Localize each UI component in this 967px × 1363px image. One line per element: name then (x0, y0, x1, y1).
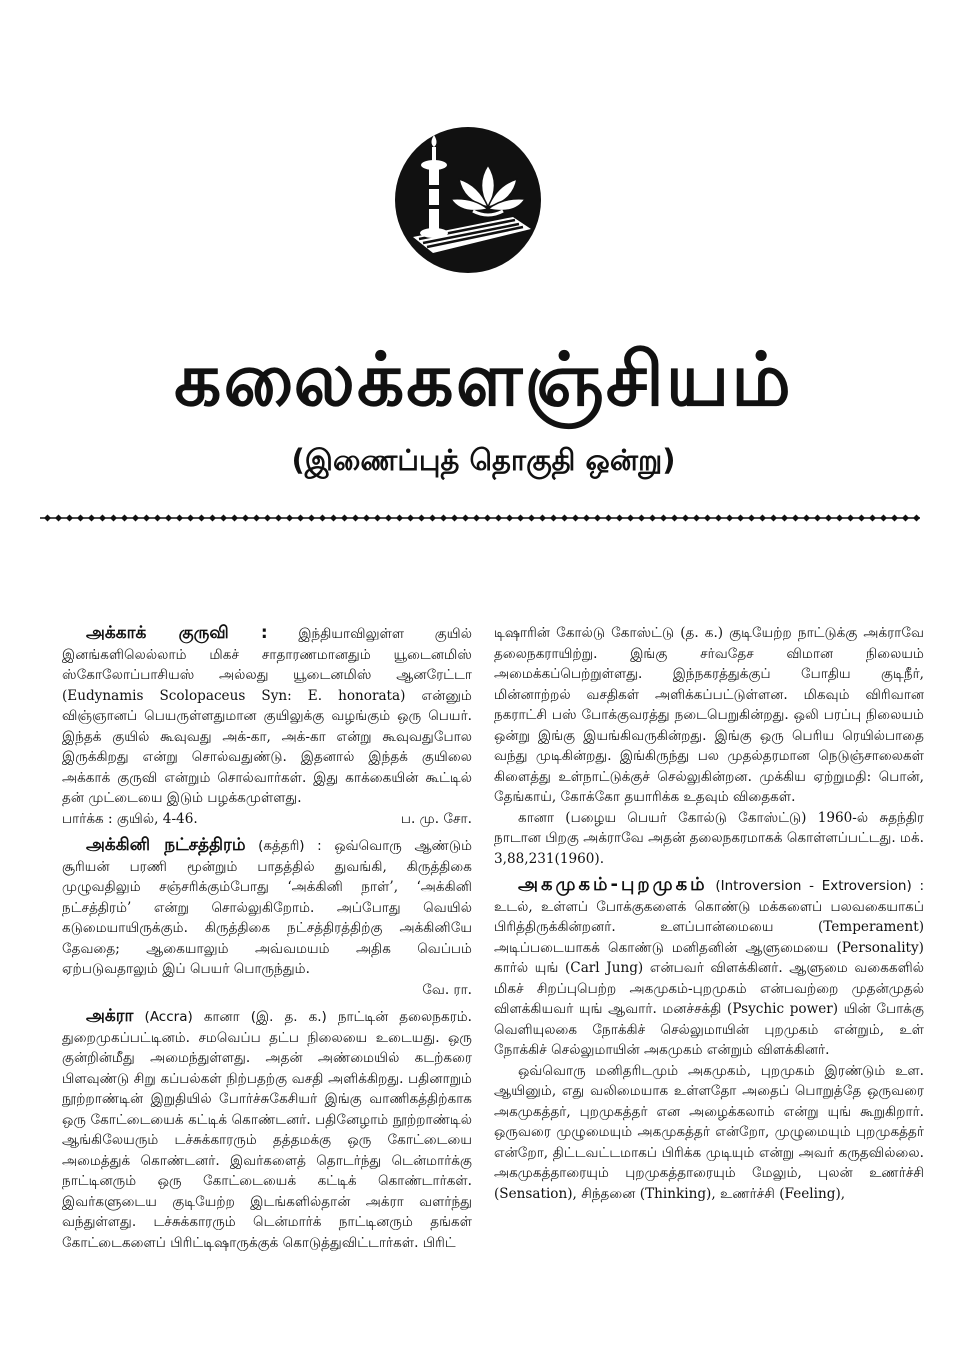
entry-meta: (Accra) கானா (இ. த. க.) நாட்டின் (144, 1009, 389, 1025)
entry-text: இந்தியாவிலுள்ள குயில் இனங்களிலெல்லாம் மிகச் சாதாரணமானதும் யூடைனமிஸ் ஸ்கோலோப்பாசியஸ் அல்லது யூடைனமிஸ் ஆனரேட்டா (Eudynamis Scolopaceus Syn: E. honorata) என்னும் விஞ்ஞானப் பெயருள்ளதுமான குயிலுக்கு வழங்கும் ஒரு பெயர். இந்தக் குயில் கூவுவது அக்-கா, அக்-கா என்று கூவுவதுபோல இருக்கிறது என்று சொல்வதுண்டு. இதனால் இந்தக் குயிலை அக்காக் குருவி என்றும் சொல்வார்கள். இது காக்கையின் கூட்டில் தன் முட்டையை இடும் பழக்கமுள்ளது. (62, 626, 472, 806)
entry-heading: அகமுகம்-புறமுகம் (518, 874, 708, 895)
entry-signature: ப. மு. சோ. (400, 810, 472, 827)
page-title: கலைக்களஞ்சியம் (174, 337, 793, 423)
entry-signature: வே. ரா. (422, 981, 472, 998)
entry-heading: அக்கினி நட்சத்திரம் (86, 835, 246, 855)
entry-meta: (Introversion - Extroversion) : (715, 878, 924, 894)
left-column (62, 623, 472, 1259)
entry-text: உடல், உள்ளப் போக்குகளைக் கொண்டு மக்களைப் பலவகையாகப் பிரித்திருக்கின்றனர். உளப்பான்மையை (Temperament) அடிப்படையாகக் கொண்டு மனிதனின் ஆளுமையை (Personality) கார்ல் யுங் (Carl Jung) என்பவர் விளக்கினர். ஆளுமை வகைகளில் மிகச் சிறப்புபெற்ற அகமுகம்-புறமுகம் என்பவற்றை முதன்முதல் விளக்கியவர் யுங் ஆவார். மனச்சக்தி (Psychic power) யின் போக்கு வெளியுலகை நோக்கிச் செல்லுமாயின் புறமுகம் என்றும், உள் நோக்கிச் செல்லுமாயின் அகமுகம் என்றும் விளக்கினர். (494, 898, 924, 1058)
lamp-lotus-emblem-icon (393, 125, 543, 275)
entry-accra-continued (494, 623, 924, 869)
entry-meta: (கத்தரி) : (258, 838, 322, 854)
entry-agamugam-puramugam (494, 875, 924, 1204)
entry-text: டிஷாரின் கோல்டு கோஸ்ட்டு (த. க.) குடியேற்ற நாட்டுக்கு அக்ராவே தலைநகராயிற்று. இங்கு சர்வதேச விமான நிலையம் அமைக்கப்பெற்றுள்ளது. இந்நகரத்துக்குப் போதிய குடிநீர், மின்னாற்றல் வசதிகள் அளிக்கப்பட்டுள்ளன. மிகவும் விரிவான நகராட்சி பஸ் போக்குவரத்து நடைபெறுகின்றது. ஒலி பரப்பு நிலையம் ஒன்று இங்கு இயங்கிவருகின்றது. இங்கு ஒரு பெரிய ரெயில்பாதை வந்து முடிகின்றது. இங்கிருந்து பல முதல்தரமான நெடுஞ்சாலைகள் கிளைத்து உள்நாட்டுக்குச் செல்லுகின்றன. முக்கிய ஏற்றுமதி: பொன், தேங்காய், கோக்கோ தயாரிக்க உதவும் விதைகள். (494, 625, 924, 805)
entry-akkak-kuruvi (62, 623, 472, 829)
right-column (494, 623, 924, 1210)
entry-heading: அக்ரா (86, 1006, 134, 1026)
entry-akkini-natchathiram (62, 835, 472, 1000)
entry-accra (62, 1006, 472, 1253)
entry-text: ஒவ்வொரு ஆண்டும் சூரியன் பரணி மூன்றும் பாதத்தில் துவங்கி, கிருத்திகை முழுவதிலும் சஞ்சரிக்கும்போது ‘அக்கினி நாள்’, ‘அக்கினி நட்சத்திரம்’ என்று சொல்லுகிறோம். அப்போது வெயில் கடுமையாயிருக்கும். கிருத்திகை நட்சத்திரத்திற்கு அக்கினியே தேவதை; ஆகையாலும் அவ்வமயம் அதிக வெப்பம் ஏற்படுவதாலும் இப் பெயர் பொருந்தும். (62, 838, 473, 977)
entry-text: தலைநகரம். துறைமுகப்பட்டினம். சமவெப்ப தட்ப நிலையை உடையது. ஒரு குன்றின்மீது அமைந்துள்ளது. அதன் அண்மையில் கடற்கரை பிளவுண்டு சிறு கப்பல்கள் நிற்பதற்கு வசதி அளிக்கிறது. பதினாறும் நூற்றாண்டின் இறுதியில் போர்ச்சுகேசியர் இங்கு வாணிகத்திற்காக ஒரு கோட்டையைக் கட்டிக் கொண்டனர். பதினேழாம் நூற்றாண்டில் ஆங்கிலேயரும் டச்சுக்காரரும் தத்தமக்கு ஒரு கோட்டையை அமைத்துக் கொண்டனர். இவர்களைத் தொடர்ந்து டென்மார்க்கு நாட்டினரும் ஒரு கோட்டையைக் கட்டிக் கொண்டார்கள். இவர்களுடைய குடியேற்ற இடங்களில்தான் அக்ரா வளர்ந்து வந்துள்ளது. டச்சுக்காரரும் டென்மார்க் நாட்டினரும் தங்கள் கோட்டைகளைப் பிரிட்டிஷாருக்குக் கொடுத்துவிட்டார்கள். பிரிட் (62, 1009, 472, 1251)
entry-text: கானா (பழைய பெயர் கோல்டு கோஸ்ட்டு) 1960-ல் சுதந்திர நாடான பிறகு அக்ராவே அதன் தலைநகரமாகக் கொள்ளப்பட்டது. மக். 3,88,231(1960). (494, 809, 924, 867)
ornamental-divider (40, 510, 920, 526)
entry-heading: அக்காக் குருவி : (86, 623, 268, 643)
entry-text: ஒவ்வொரு மனிதரிடமும் அகமுகம், புறமுகம் இரண்டும் உள. ஆயினும், எது வலிமையாக உள்ளதோ அதைப் பொறுத்தே ஒருவரை அகமுகத்தர், புறமுகத்தர் என அழைக்கலாம் என்று யுங் கூறுகிறார். ஒருவரை முழுமையும் அகமுகத்தர் என்றோ, முழுமையும் புறமுகத்தர் என்றோ, திட்டவட்டமாகப் பிரிக்க முடியும் என்று அவர் கருதவில்லை. அகமுகத்தாரையும் புறமுகத்தாரையும் மேலும், புலன் உணர்ச்சி (Sensation), சிந்தனை (Thinking), உணர்ச்சி (Feeling), (494, 1062, 924, 1202)
page-subtitle: (இணைப்புத் தொகுதி ஒன்று) (291, 443, 676, 477)
entry-reference: பார்க்க : குயில், 4-46. (62, 810, 198, 827)
